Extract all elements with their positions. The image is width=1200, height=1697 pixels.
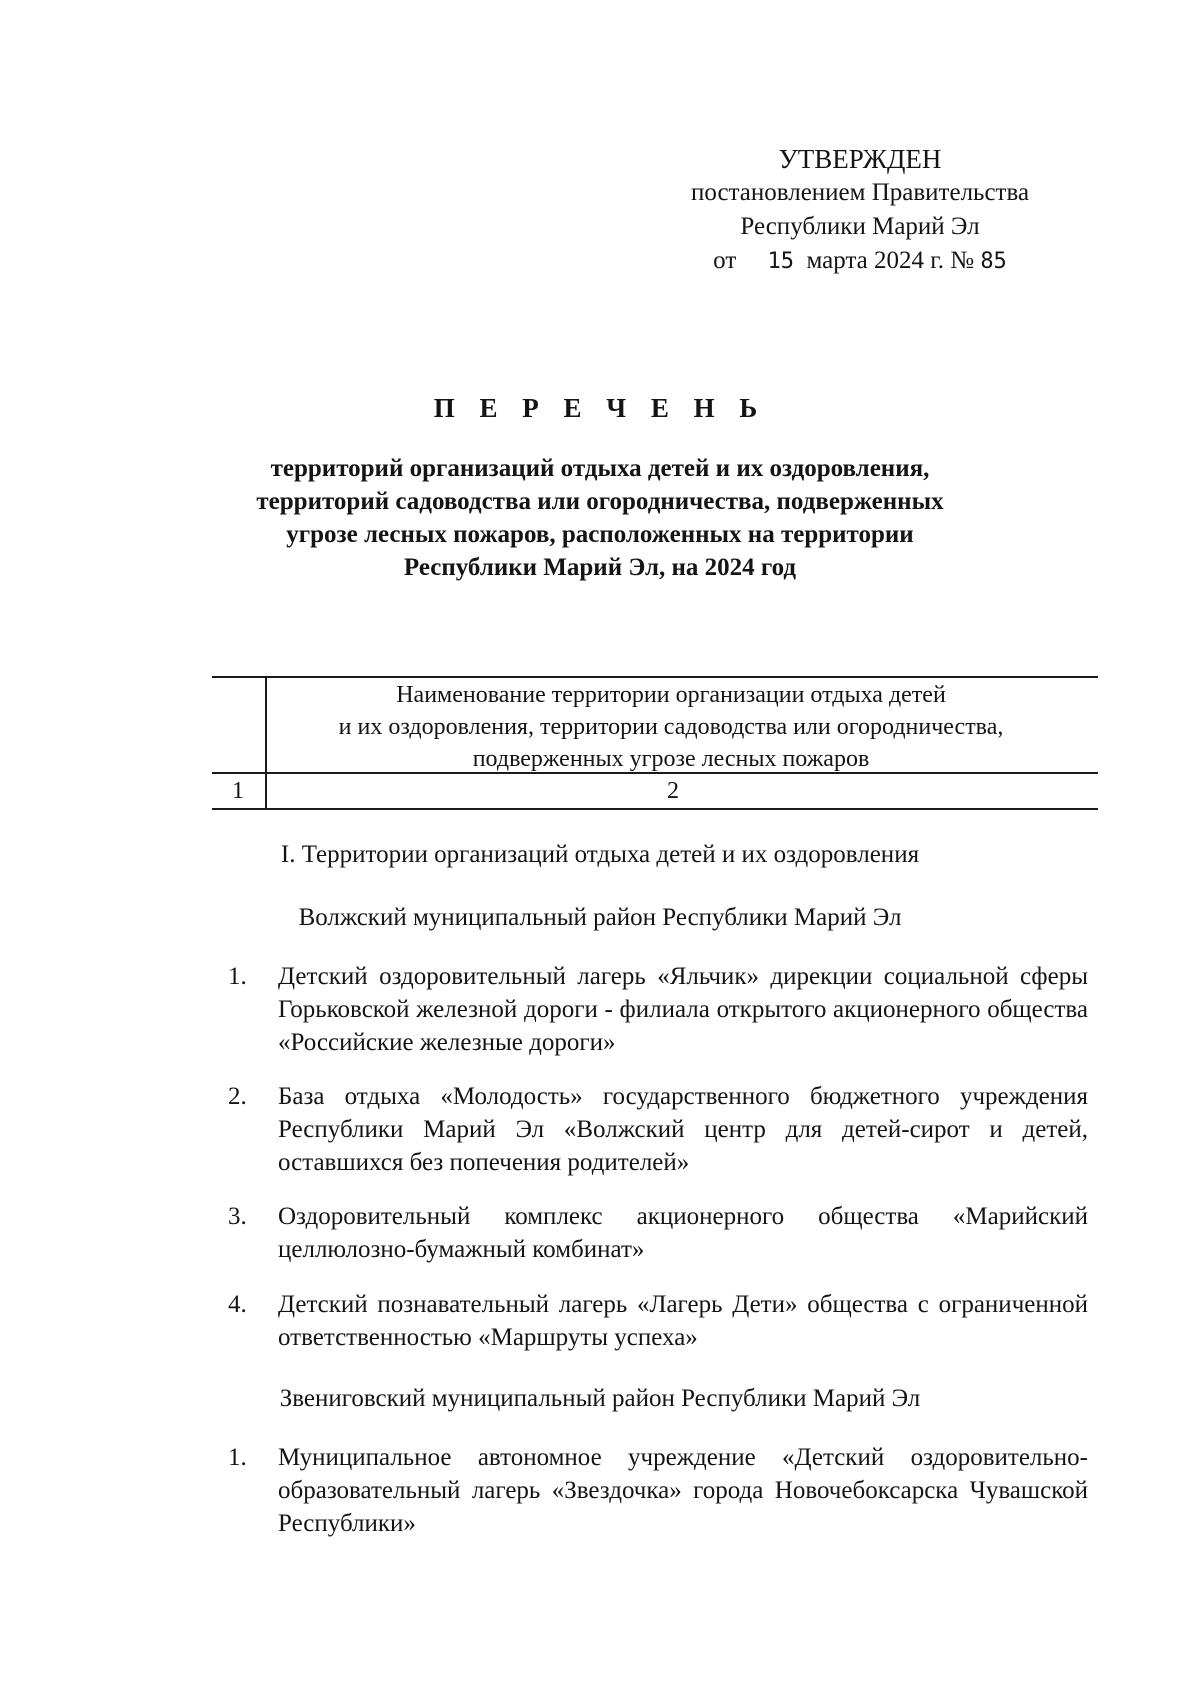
table-bottom-rule [212, 808, 1098, 810]
district-heading: Звениговский муниципальный район Республики Марий Эл [279, 1385, 921, 1412]
approval-title: УТВЕРЖДЕН [778, 144, 942, 174]
table-header-cell [266, 679, 1076, 775]
header-line: и их оздоровления, территории садоводства или огородничества, [338, 714, 1004, 740]
approval-day: 15 [767, 249, 795, 274]
document-title: П Е Р Е Ч Е Н Ь [433, 393, 767, 423]
subtitle-line: территорий садоводства или огородничества, подверженных [256, 488, 944, 515]
subtitle-line: Республики Марий Эл, на 2024 год [403, 554, 797, 581]
header-line: Наименование территории организации отдыха детей [396, 682, 946, 708]
approval-line-1: постановлением Правительства [690, 179, 1030, 206]
list-item-text: Муниципальное автономное учреждение «Детский оздоровительно-образовательный лагерь «Звездочка» города Новочебоксарска Чувашской Республики» [278, 1444, 1088, 1537]
subtitle-line: территорий организаций отдыха детей и их оздоровления, [270, 455, 930, 482]
table-column-number-1: 1 [232, 778, 244, 804]
approval-prefix: от [713, 247, 737, 274]
subtitle-line: угрозе лесных пожаров, расположенных на территории [286, 521, 914, 548]
header-line: подверженных угрозе лесных пожаров [472, 746, 870, 772]
list-item-text: База отдыха «Молодость» государственного бюджетного учреждения Республики Марий Эл «Волжский центр для детей-сирот и детей, оставшихся без попечения родителей» [278, 1083, 1088, 1176]
approval-month-year: марта 2024 г. № [806, 247, 975, 274]
list-item-number: 3. [228, 1203, 247, 1230]
document-subtitle [200, 452, 1000, 584]
approval-line-2: Республики Марий Эл [740, 213, 980, 240]
list-item-text: Детский познавательный лагерь «Лагерь Дети» общества с ограниченной ответственностью «Маршруты успеха» [278, 1291, 1088, 1351]
list-item-number: 1. [228, 1444, 247, 1471]
approval-number: 85 [980, 249, 1007, 274]
district-heading: Волжский муниципальный район Республики Марий Эл [298, 904, 902, 931]
approval-date-line [660, 244, 1060, 279]
list-item-number: 1. [228, 963, 247, 990]
list-item-text: Оздоровительный комплекс акционерного общества «Марийский целлюлозно-бумажный комбинат» [278, 1203, 1088, 1263]
table-top-rule [212, 676, 1098, 678]
list-item-text: Детский оздоровительный лагерь «Яльчик» дирекции социальной сферы Горьковской железной дороги - филиала открытого акционерного общества «Российские железные дороги» [278, 963, 1088, 1056]
table-column-number-2: 2 [667, 778, 679, 804]
section-heading: I. Территории организаций отдыха детей и их оздоровления [280, 841, 920, 868]
list-item-number: 4. [228, 1291, 247, 1318]
approval-block [660, 142, 1060, 279]
list-item-number: 2. [228, 1083, 247, 1110]
